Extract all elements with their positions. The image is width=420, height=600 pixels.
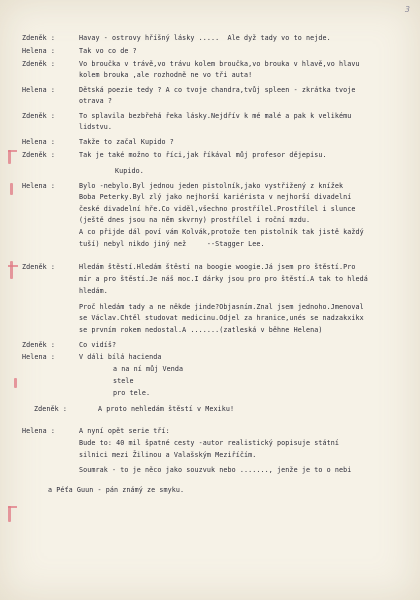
line-text: A proto nehledám štěstí v Mexiku!: [98, 405, 235, 413]
line-text: stele: [113, 377, 134, 385]
line-text: (ještě dnes jsou na něm skvrny) prostřílel i roční mzdu.: [79, 216, 311, 224]
line-text: Kupido.: [115, 167, 144, 175]
line-text: české divadelní hře.Co viděl,všechno prostřílel.Prostřílel i slunce: [79, 205, 356, 213]
speaker-name: Helena :: [22, 138, 56, 146]
line-text: hledám.: [79, 287, 108, 295]
line-text: se Václav.Chtěl studovat medicinu.Odjel za hranice,unés se nadzakxikx: [79, 314, 364, 322]
line-text: Boba Peterky.Byl zlý jako nejhorší kariérista v nejhorší divadelní: [79, 193, 352, 201]
line-text: Bylo -nebylo.Byl jednou jeden pistolník,jako vystřižený z knížek: [79, 182, 344, 190]
speaker-name: Helena :: [22, 182, 56, 190]
speaker-name: Zdeněk :: [22, 263, 56, 271]
speaker-name: Helena :: [22, 353, 56, 361]
line-text: tuší) nebyl nikdo jiný než --Stagger Lee.: [79, 240, 265, 248]
page-number: 3: [404, 5, 410, 14]
line-text: Bude to: 40 mil špatné cesty -autor realistický popisuje státní: [79, 439, 339, 447]
speaker-name: Zdeněk :: [22, 112, 56, 120]
speaker-name: Helena :: [22, 47, 56, 55]
speaker-name: Helena :: [22, 86, 56, 94]
line-text: se prvním rokem nedostal.A .......(zatleská v běhne Helena): [79, 326, 323, 334]
speaker-name: Zdeněk :: [22, 34, 56, 42]
speaker-name: Zdeněk :: [22, 151, 56, 159]
line-text: mír a pro štěstí.Je náš moc.I dárky jsou pro pro štěstí.A tak to hledá: [79, 275, 368, 283]
line-text: Dětská poezie tedy ? A co tvoje chandra,tvůj spleen - zkrátka tvoje: [79, 86, 356, 94]
line-text: Proč hledám tady a ne někde jinde?Objasním.Znal jsem jednoho.Jmenoval: [79, 303, 364, 311]
line-text: silnici mezi Žilinou a Valašským Meziříčím.: [79, 451, 257, 459]
speaker-name: Zdeněk :: [22, 60, 56, 68]
line-text: Tak je také možno to říci,jak říkával můj profesor dějepisu.: [79, 151, 327, 159]
speaker-name: Zdeněk :: [22, 341, 56, 349]
line-text: V dáli bílá hacienda: [79, 353, 162, 361]
line-text: A nyní opět serie tří:: [79, 427, 170, 435]
line-text: Soumrak - to je něco jako souzvuk nebo ......., jenže je to o nebi: [79, 466, 352, 474]
line-text: Vo broučka v trávě,vo trávu kolem broučka,vo brouka v hlavě,vo hlavu: [79, 60, 360, 68]
line-text: otrava ?: [79, 97, 113, 105]
line-text: Havay - ostrovy hříšný lásky ..... Ale dyž tady vo to nejde.: [79, 34, 331, 42]
speaker-name: Zdeněk :: [34, 405, 68, 413]
line-text: a na ní můj Venda: [113, 365, 184, 373]
line-text: To splavila bezbřehá řeka lásky.Nejdřív k mé malé a pak k velikému: [79, 112, 352, 120]
speaker-name: Helena :: [22, 427, 56, 435]
line-text: a Péťa Guun - pán známý ze smyku.: [48, 486, 185, 494]
line-text: Takže to začal Kupido ?: [79, 138, 174, 146]
line-text: lidstvu.: [79, 123, 113, 131]
line-text: Tak vo co de ?: [79, 47, 137, 55]
line-text: kolem brouka ,ale rozhodně ne vo tři auta!: [79, 71, 253, 79]
line-text: pro tele.: [113, 389, 151, 397]
line-text: Hledám štěstí.Hledám štěstí na boogie woogie.Já jsem pro štěstí.Pro: [79, 263, 356, 271]
line-text: Co vidíš?: [79, 341, 117, 349]
line-text: A co přijde dál poví vám Kolvák,protože ten pistolník tak jistě každý: [79, 228, 364, 236]
